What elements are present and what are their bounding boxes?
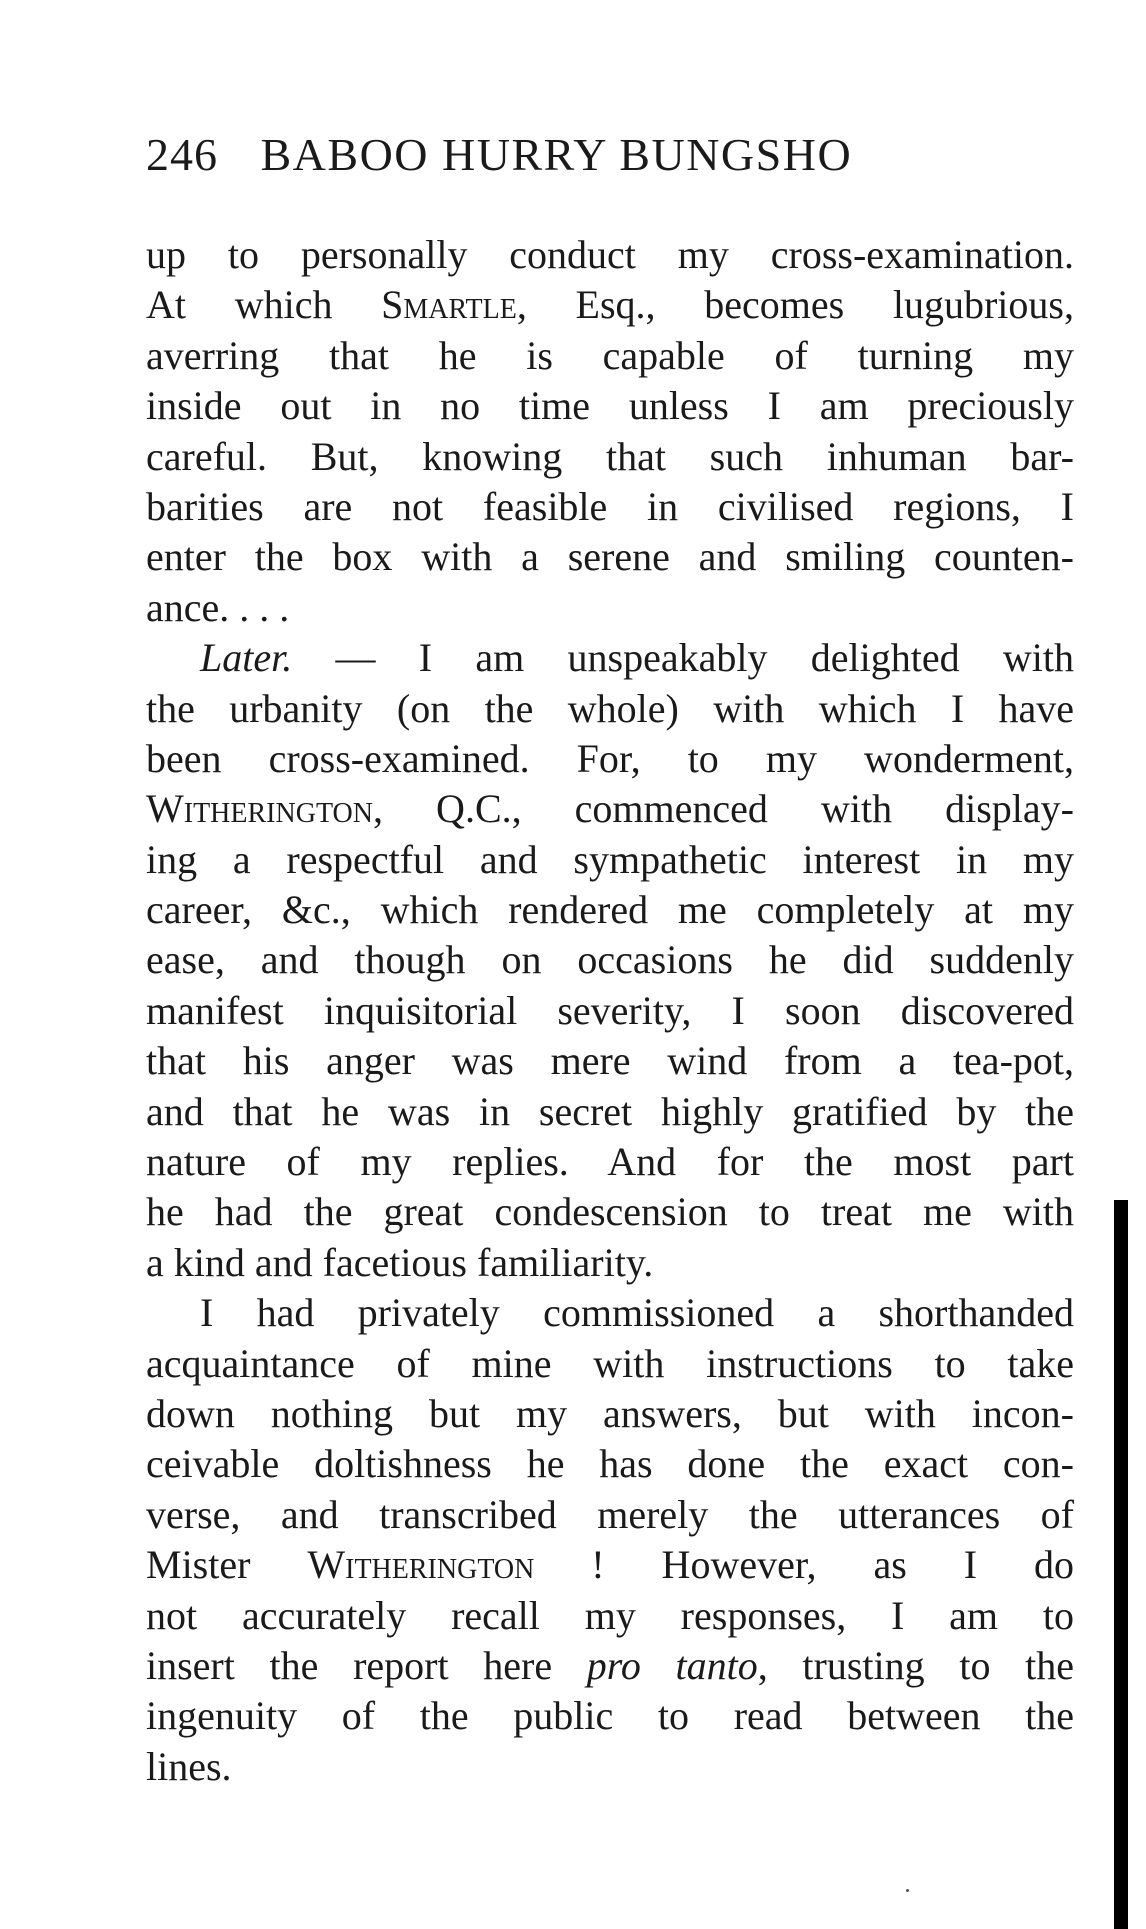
paragraph-2	[146, 633, 1074, 1288]
text-line: nature of my replies. And for the most part	[146, 1139, 1074, 1185]
paragraph-3	[146, 1288, 1074, 1792]
text-line: careful. But, knowing that such inhuman bar-	[146, 433, 1074, 479]
text-line: acquaintance of mine with instructions to take	[146, 1340, 1074, 1386]
name-smartle: Smartle	[381, 282, 517, 328]
text-line: lines.	[146, 1743, 232, 1789]
text-line: Witherington, Q.C., commenced with display-	[146, 786, 1074, 832]
name-witherington: Witherington	[146, 786, 373, 832]
text-line: verse, and transcribed merely the utterances of	[146, 1491, 1074, 1537]
text-line: ingenuity of the public to read between the	[146, 1693, 1074, 1739]
text-line: career, &c., which rendered me completely at my	[146, 887, 1074, 933]
text-line: a kind and facetious familiarity.	[146, 1239, 654, 1285]
text-line: Later. — I am unspeakably delighted with	[200, 635, 1074, 681]
text-line: up to personally conduct my cross-examination.	[146, 232, 1074, 277]
text-line: I had privately commissioned a shorthanded	[200, 1290, 1074, 1336]
name-witherington: Witherington	[307, 1542, 535, 1588]
scan-speck	[906, 1889, 909, 1892]
text-line: insert the report here pro tanto, trusting to the	[146, 1642, 1074, 1688]
text-line: averring that he is capable of turning my	[146, 332, 1074, 378]
text-line: been cross-examined. For, to my wonderment,	[146, 735, 1074, 781]
text-line: he had the great condescension to treat me with	[146, 1189, 1074, 1235]
page-number: 246	[146, 129, 218, 180]
text-line: manifest inquisitorial severity, I soon discovered	[146, 987, 1074, 1033]
paragraph-1	[146, 230, 1074, 633]
text-line: barities are not feasible in civilised regions, I	[146, 483, 1074, 529]
text-line: ance. . . .	[146, 584, 290, 630]
text-line: ing a respectful and sympathetic interest in my	[146, 836, 1074, 882]
text-line: the urbanity (on the whole) with which I have	[146, 685, 1074, 731]
text-line: At which Smartle, Esq., becomes lugubrious,	[146, 282, 1074, 328]
pro-tanto: pro tanto	[586, 1642, 758, 1688]
later-label: Later.	[200, 635, 293, 681]
body-text	[146, 230, 1074, 1792]
text-line: ease, and though on occasions he did suddenly	[146, 937, 1074, 983]
text-line: not accurately recall my responses, I am to	[146, 1592, 1074, 1638]
text-line: ceivable doltishness he has done the exact con-	[146, 1441, 1074, 1487]
running-title: BABOO HURRY BUNGSHO	[260, 129, 853, 180]
text-line: down nothing but my answers, but with incon-	[146, 1390, 1074, 1436]
text-line: and that he was in secret highly gratified by the	[146, 1088, 1074, 1134]
text-line: enter the box with a serene and smiling counten-	[146, 534, 1074, 580]
scan-edge-shadow	[1114, 1200, 1128, 1929]
text-line: Mister Witherington ! However, as I do	[146, 1542, 1074, 1588]
text-line: that his anger was mere wind from a tea-pot,	[146, 1038, 1074, 1084]
running-header	[146, 128, 852, 181]
text-line: inside out in no time unless I am preciously	[146, 383, 1074, 429]
